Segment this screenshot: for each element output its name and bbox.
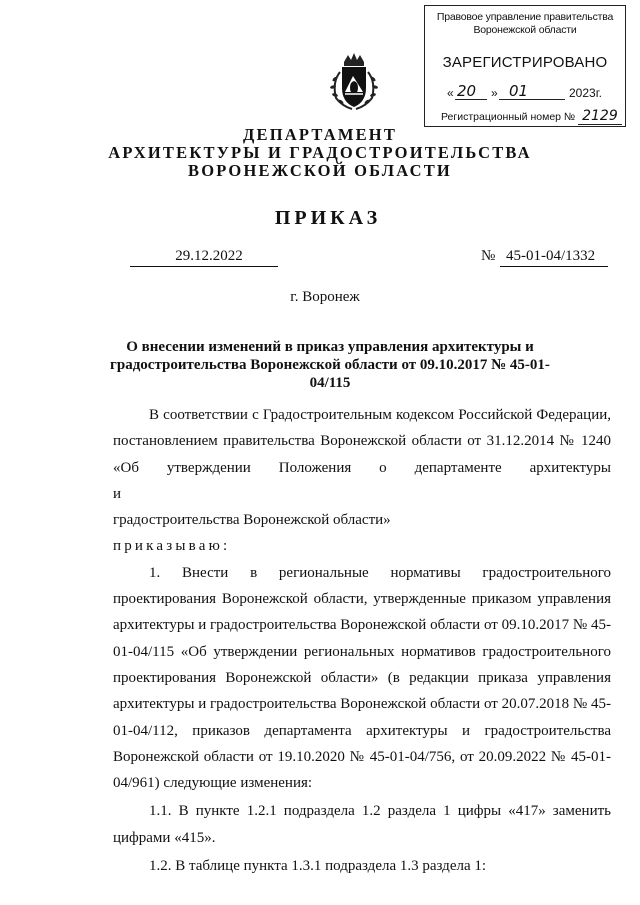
stamp-day-underline [455, 99, 487, 100]
order-body [113, 402, 611, 879]
stamp-organization: Правовое управление правительства Воронежской области [436, 11, 614, 36]
department-line-1: ДЕПАРТАМЕНТ [242, 125, 398, 144]
item-1: 1. Внести в региональные нормативы градостроительного проектирования Воронежской области, утвержденные приказом управления архитектуры и градостроительства Воронежской области от 09.10.2017 № 45-01-04/115 «Об утверждении региональных нормативов градостроительного проектирования Воронежской области» (в редакции приказа управления архитектуры и градостроительства Воронежской области от 20.07.2018 № 45-01-04/112, приказов департамента архитектуры и градостроительства Воронежской области от 19.10.2020 № 45-01-04/756, от 20.09.2022 № 45-01-04/961) следующие изменения: [113, 564, 611, 792]
stamp-status: ЗАРЕГИСТРИРОВАНО [442, 54, 608, 71]
stamp-date [447, 82, 617, 102]
order-number-label: № [481, 248, 496, 264]
stamp-reg-label: Регистрационный номер № [441, 111, 576, 123]
preamble-line-1: В соответствии с Градостроительным кодексом Российской Федерации, [149, 407, 611, 423]
stamp-date-year: 2023г. [569, 86, 602, 100]
order-date: 29.12.2022 [130, 248, 278, 267]
preamble-line-4: градостроительства Воронежской области» [113, 512, 391, 529]
stamp-date-month: 01 [509, 82, 529, 100]
department-heading [0, 126, 640, 180]
order-title: О внесении изменений в приказ управления архитектуры и градостроительства Воронежской области от 09.10.2017 № 45-01-04/115 [110, 339, 550, 391]
department-line-3: ВОРОНЕЖСКОЙ ОБЛАСТИ [188, 161, 452, 180]
decree-word: приказываю: [113, 538, 231, 555]
coat-of-arms-icon [326, 52, 382, 110]
preamble-line-2: постановлением правительства Воронежской области от 31.12.2014 № 1240 [113, 433, 611, 450]
stamp-date-quote-open: « [447, 86, 454, 100]
registration-stamp [424, 5, 626, 127]
stamp-month-underline [499, 99, 565, 100]
item-1-1: 1.1. В пункте 1.2.1 подраздела 1.2 раздела 1 цифры «417» заменить цифрами «415». [113, 803, 611, 846]
stamp-date-quote-close: » [491, 86, 498, 100]
city: г. Воронеж [290, 289, 360, 305]
document-type: ПРИКАЗ [274, 207, 382, 229]
order-number: 45-01-04/1332 [500, 248, 608, 267]
stamp-date-day: 20 [457, 82, 477, 100]
preamble-line-3: «Об утверждении Положения о департаменте архитектуры и [113, 459, 611, 502]
department-line-2: АРХИТЕКТУРЫ И ГРАДОСТРОИТЕЛЬСТВА [108, 143, 532, 162]
stamp-registration-number [441, 108, 622, 124]
stamp-reg-number: 2129 [578, 108, 622, 125]
item-1-2: 1.2. В таблице пункта 1.3.1 подраздела 1.3 раздела 1: [149, 858, 487, 875]
